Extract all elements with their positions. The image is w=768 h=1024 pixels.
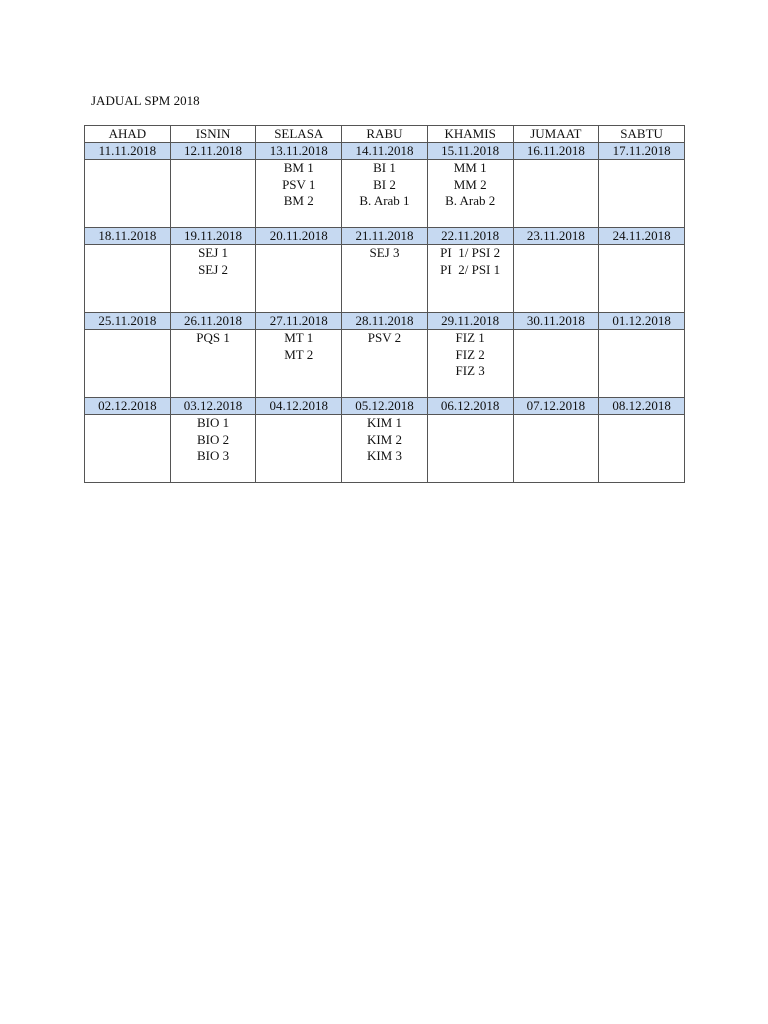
subject-entry: KIM 2	[366, 431, 402, 447]
subject-entry: BM 2	[283, 193, 314, 208]
date-cell: 01.12.2018	[599, 313, 685, 330]
date-row	[85, 398, 685, 415]
date-cell: 23.11.2018	[513, 228, 599, 245]
subject-cell	[513, 330, 599, 398]
document-title: JADUAL SPM 2018	[91, 93, 200, 108]
day-header-ahad: AHAD	[85, 126, 171, 143]
subject-entry: BM 1	[283, 160, 314, 175]
subject-cell	[85, 415, 171, 483]
subject-entry: BI 2	[373, 176, 396, 192]
date-cell: 06.12.2018	[427, 398, 513, 415]
subject-entry: BIO 1	[196, 415, 230, 430]
date-cell: 08.12.2018	[599, 398, 685, 415]
subject-cell	[427, 160, 513, 228]
subject-entry: MT 2	[284, 346, 314, 362]
exam-schedule-table	[84, 125, 685, 483]
subject-cell	[427, 245, 513, 313]
subject-cell	[256, 330, 342, 398]
date-cell: 29.11.2018	[427, 313, 513, 330]
day-header-row	[85, 126, 685, 143]
date-cell: 28.11.2018	[342, 313, 428, 330]
subject-cell	[342, 160, 428, 228]
date-cell: 05.12.2018	[342, 398, 428, 415]
subject-entry: MM 2	[453, 176, 487, 192]
date-cell: 14.11.2018	[342, 143, 428, 160]
subject-cell	[513, 245, 599, 313]
subject-entry: PI 2/ PSI 1	[440, 261, 501, 277]
subject-row	[85, 245, 685, 313]
subject-cell	[256, 245, 342, 313]
day-header-khamis: KHAMIS	[427, 126, 513, 143]
date-cell: 21.11.2018	[342, 228, 428, 245]
date-cell: 26.11.2018	[170, 313, 256, 330]
date-cell: 04.12.2018	[256, 398, 342, 415]
subject-cell	[342, 245, 428, 313]
date-cell: 17.11.2018	[599, 143, 685, 160]
subject-cell	[85, 160, 171, 228]
subject-entry: KIM 1	[366, 415, 402, 430]
subject-row	[85, 415, 685, 483]
subject-cell	[599, 245, 685, 313]
date-cell: 02.12.2018	[85, 398, 171, 415]
date-cell: 13.11.2018	[256, 143, 342, 160]
subject-row	[85, 330, 685, 398]
subject-cell	[170, 330, 256, 398]
subject-cell	[342, 330, 428, 398]
date-cell: 03.12.2018	[170, 398, 256, 415]
date-cell: 24.11.2018	[599, 228, 685, 245]
date-cell: 11.11.2018	[85, 143, 171, 160]
subject-cell	[513, 415, 599, 483]
subject-entry: PQS 1	[196, 330, 230, 345]
subject-cell	[599, 330, 685, 398]
subject-cell	[427, 415, 513, 483]
subject-entry: MT 1	[284, 330, 314, 345]
date-cell: 19.11.2018	[170, 228, 256, 245]
subject-entry: BIO 2	[196, 431, 230, 447]
schedule-body	[85, 143, 685, 483]
subject-cell	[85, 245, 171, 313]
subject-cell	[170, 415, 256, 483]
date-row	[85, 228, 685, 245]
subject-entry: FIZ 1	[455, 330, 485, 345]
subject-entry: FIZ 3	[455, 363, 485, 378]
subject-cell	[170, 245, 256, 313]
subject-row	[85, 160, 685, 228]
day-header-rabu: RABU	[342, 126, 428, 143]
date-cell: 27.11.2018	[256, 313, 342, 330]
subject-cell	[427, 330, 513, 398]
date-cell: 25.11.2018	[85, 313, 171, 330]
subject-cell	[170, 160, 256, 228]
date-row	[85, 143, 685, 160]
subject-entry: B. Arab 2	[445, 193, 496, 208]
day-header-jumaat: JUMAAT	[513, 126, 599, 143]
subject-entry: KIM 3	[366, 448, 402, 463]
date-row	[85, 313, 685, 330]
day-header-selasa: SELASA	[256, 126, 342, 143]
date-cell: 30.11.2018	[513, 313, 599, 330]
date-cell: 16.11.2018	[513, 143, 599, 160]
subject-entry: BI 1	[373, 160, 396, 175]
subject-entry: B. Arab 1	[359, 193, 410, 208]
subject-cell	[513, 160, 599, 228]
day-header-isnin: ISNIN	[170, 126, 256, 143]
subject-cell	[599, 160, 685, 228]
date-cell: 18.11.2018	[85, 228, 171, 245]
subject-entry: PSV 1	[282, 176, 316, 192]
subject-entry: MM 1	[453, 160, 487, 175]
day-header-sabtu: SABTU	[599, 126, 685, 143]
subject-cell	[599, 415, 685, 483]
date-cell: 15.11.2018	[427, 143, 513, 160]
subject-cell	[342, 415, 428, 483]
subject-cell	[256, 160, 342, 228]
subject-entry: SEJ 2	[198, 261, 229, 277]
subject-entry: SEJ 3	[369, 245, 400, 260]
date-cell: 07.12.2018	[513, 398, 599, 415]
subject-cell	[256, 415, 342, 483]
date-cell: 22.11.2018	[427, 228, 513, 245]
subject-entry: FIZ 2	[455, 346, 485, 362]
subject-entry: BIO 3	[196, 448, 230, 463]
subject-cell	[85, 330, 171, 398]
date-cell: 20.11.2018	[256, 228, 342, 245]
subject-entry: SEJ 1	[198, 245, 229, 260]
subject-entry: PI 1/ PSI 2	[440, 245, 501, 260]
subject-entry: PSV 2	[367, 330, 402, 345]
date-cell: 12.11.2018	[170, 143, 256, 160]
